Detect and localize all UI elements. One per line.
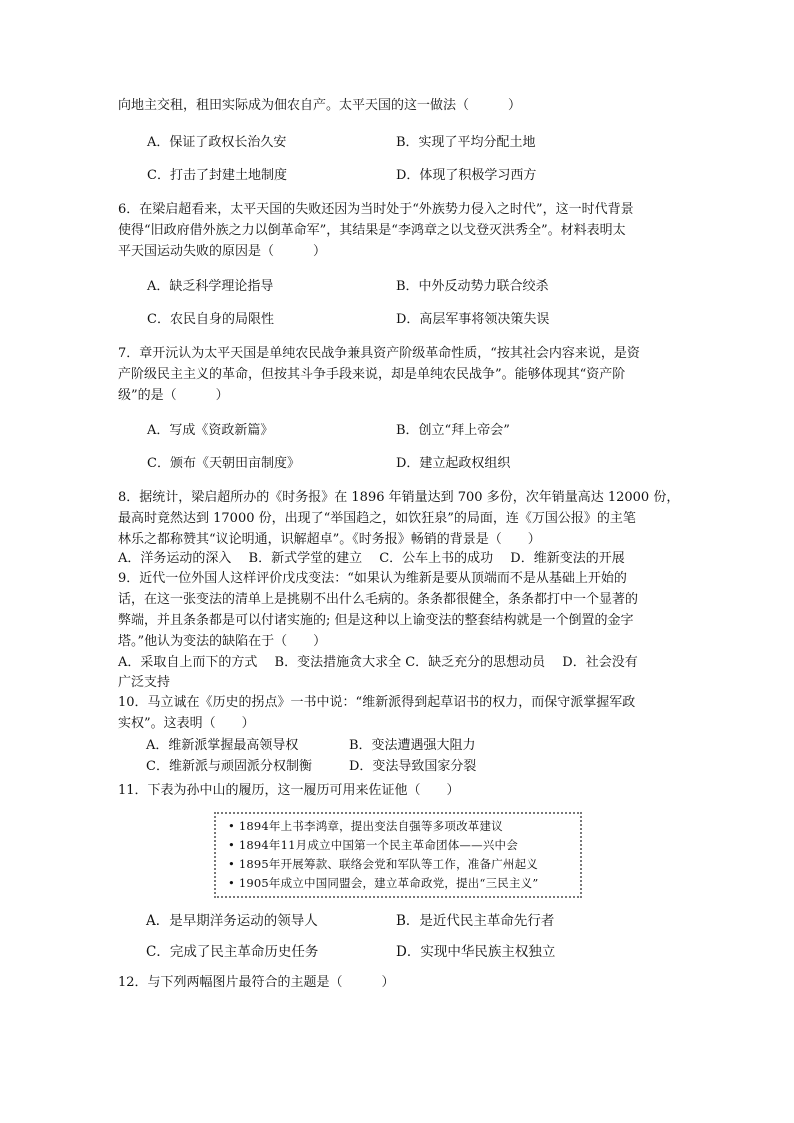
- q10-option-b[interactable]: B．变法遭遇强大阻力: [349, 738, 476, 753]
- q6-stem-line1: 6．在梁启超看来，太平天国的失败还因为当时处于“外族势力侵入之时代”，这一时代背景: [118, 202, 634, 217]
- q11-option-c[interactable]: C．完成了民主革命历史任务: [146, 944, 319, 960]
- q7-option-a[interactable]: A．写成《资政新篇》: [147, 423, 274, 438]
- q5-option-a[interactable]: A．保证了政权长治久安: [147, 135, 287, 150]
- q9-options[interactable]: A．采取自上而下的方式 B．变法措施贪大求全 C．缺乏充分的思想动员 D．社会没有: [118, 655, 638, 670]
- q11-option-b[interactable]: B．是近代民主革命先行者: [396, 913, 555, 929]
- resume-row: • 1894年11月成立中国第一个民主革命团体——兴中会: [228, 838, 518, 852]
- q5-option-d[interactable]: D．体现了积极学习西方: [396, 168, 537, 183]
- q11-stem: 11．下表为孙中山的履历，这一履历可用来佐证他（ ）: [118, 783, 460, 798]
- q9-stem-line1: 9．近代一位外国人这样评价戊戌变法：“如果认为维新是要从顶端而不是从基础上开始的: [118, 571, 627, 586]
- q6-stem-line3: 平天国运动失败的原因是（ ）: [118, 244, 327, 259]
- resume-row: • 1895年开展筹款、联络会党和军队等工作，准备广州起义: [228, 857, 539, 871]
- q8-options[interactable]: A．洋务运动的深入 B．新式学堂的建立 C．公车上书的成功 D．维新变法的开展: [118, 551, 625, 566]
- q10-stem-line2: 实权”。这表明（ ）: [118, 716, 255, 731]
- q10-option-a[interactable]: A．维新派掌握最高领导权: [146, 738, 299, 753]
- q9-options-continued: 广泛支持: [118, 675, 171, 690]
- q11-option-d[interactable]: D．实现中华民族主权独立: [396, 944, 556, 960]
- q7-option-c[interactable]: C．颁布《天朝田亩制度》: [147, 456, 300, 471]
- q8-stem-line2: 最高时竟然达到 17000 份，出现了“举国趋之，如饮狂泉”的局面，连《万国公报》的主笔: [118, 511, 636, 526]
- q5-option-b[interactable]: B．实现了平均分配土地: [396, 135, 536, 150]
- q5-stem-tail: 向地主交租，租田实际成为佃农自产。太平天国的这一做法（ ）: [118, 98, 522, 113]
- q5-option-c[interactable]: C．打击了封建土地制度: [147, 168, 287, 183]
- q7-stem-line2: 产阶级民主主义的革命，但按其斗争手段来说，却是单纯农民战争”。能够体现其“资产阶: [118, 367, 626, 382]
- resume-row: • 1905年成立中国同盟会，建立革命政党，提出“三民主义”: [228, 876, 539, 890]
- q7-option-d[interactable]: D．建立起政权组织: [396, 456, 511, 471]
- q6-option-a[interactable]: A．缺乏科学理论指导: [147, 279, 274, 294]
- q6-option-c[interactable]: C．农民自身的局限性: [147, 312, 274, 327]
- resume-row: • 1894年上书李鸿章，提出变法自强等多项改革建议: [228, 819, 503, 833]
- q7-option-b[interactable]: B．创立“拜上帝会”: [396, 423, 510, 438]
- q7-stem-line3: 级”的是（ ）: [118, 388, 229, 403]
- q6-option-d[interactable]: D．高层军事将领决策失误: [396, 312, 550, 327]
- q10-stem-line1: 10．马立诚在《历史的拐点》一书中说：“维新派得到起草诏书的权力，而保守派掌握军政: [118, 695, 636, 710]
- q11-option-a[interactable]: A．是早期洋务运动的领导人: [146, 913, 318, 929]
- q10-option-d[interactable]: D．变法导致国家分裂: [349, 759, 477, 774]
- q8-stem-line3: 林乐之都称赞其“议论明通，识解超卓”。《时务报》畅销的背景是（ ）: [118, 532, 541, 547]
- q12-stem: 12．与下列两幅图片最符合的主题是（ ）: [118, 975, 395, 990]
- q10-option-c[interactable]: C．维新派与顽固派分权制衡: [146, 759, 312, 774]
- q9-stem-line4: 塔。”他认为变法的缺陷在于（ ）: [118, 634, 327, 649]
- q6-stem-line2: 使得“旧政府借外族之力以倒革命军”，其结果是“李鸿章之以戈登灭洪秀全”。材料表明太: [118, 223, 626, 238]
- q8-stem-line1: 8．据统计，梁启超所办的《时务报》在 1896 年销量达到 700 多份，次年销量高达 12000 份，: [118, 490, 680, 505]
- q9-stem-line2: 话，在这一张变法的清单上是挑剔不出什么毛病的。条条都很健全，条条都打中一个显著的: [118, 592, 639, 607]
- q9-stem-line3: 弊端，并且条条都是可以付诸实施的; 但是这种以上谕变法的整套结构就是一个倒置的金字: [118, 613, 634, 628]
- q6-option-b[interactable]: B．中外反动势力联合绞杀: [396, 279, 549, 294]
- resume-table: [214, 812, 582, 898]
- q7-stem-line1: 7．章开沅认为太平天国是单纯农民战争兼具资产阶级革命性质，“按其社会内容来说，是资: [118, 346, 640, 361]
